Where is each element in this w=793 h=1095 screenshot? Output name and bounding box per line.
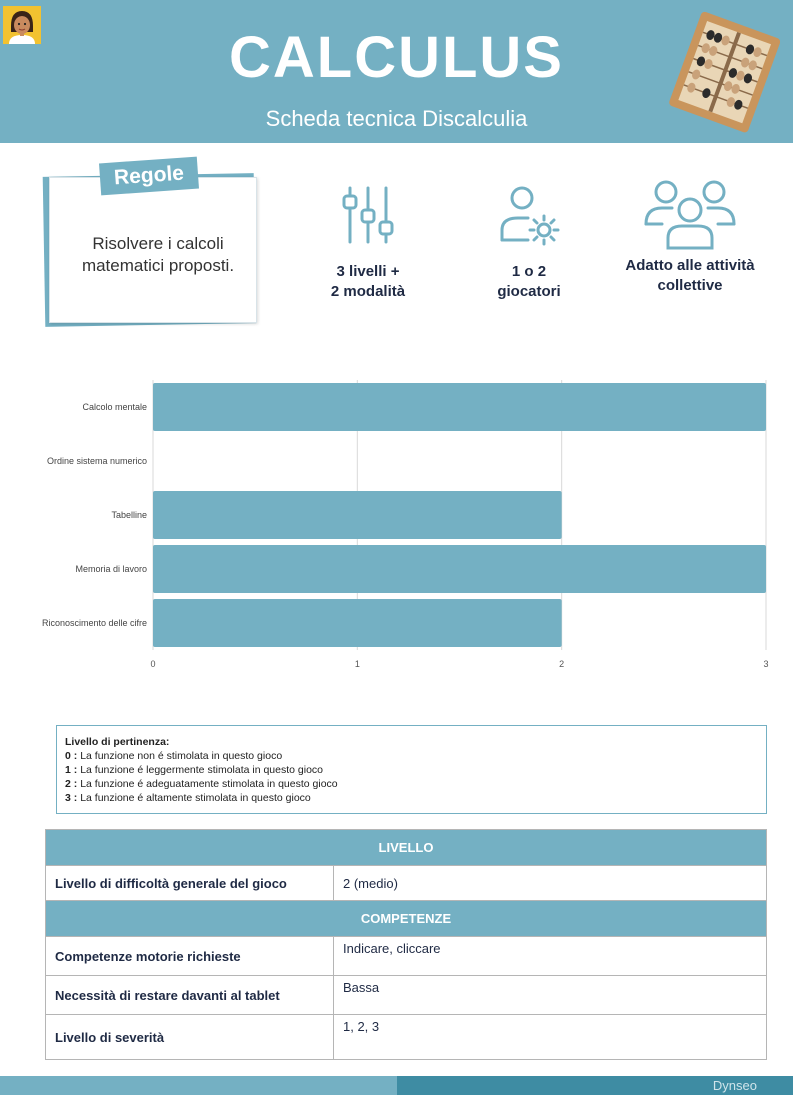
x-tick-label-3: 3: [763, 659, 769, 669]
feature-levels: [300, 184, 436, 302]
header-banner: [0, 0, 793, 143]
bar-3: [153, 545, 766, 593]
difficulty-label: Livello di difficoltà generale del gioco: [46, 866, 334, 901]
y-category-label-3: Memoria di lavoro: [75, 564, 147, 574]
group-icon: [642, 180, 738, 250]
legend-item-0: 0 : La funzione non é stimolata in questo gioco: [65, 750, 283, 762]
x-tick-label-1: 1: [354, 659, 360, 669]
feature-players: [466, 184, 592, 302]
feature-players-line2: giocatori: [497, 283, 561, 300]
feature-group-line1: Adatto alle attività: [625, 257, 755, 274]
legend-item-2: 2 : La funzione é adeguatamente stimolata in questo gioco: [65, 778, 338, 790]
severity-label: Livello di severità: [46, 1015, 334, 1060]
y-category-label-1: Ordine sistema numerico: [46, 456, 147, 466]
bar-2: [153, 491, 562, 539]
feature-group: [610, 180, 770, 296]
rules-card-body: [49, 177, 257, 323]
section-competenze: COMPETENZE: [46, 901, 767, 937]
legend-item-3: 3 : La funzione é altamente stimolata in questo gioco: [65, 792, 311, 804]
x-tick-label-0: 0: [150, 659, 156, 669]
feature-levels-line2: 2 modalità: [330, 283, 406, 300]
tablet-value: Bassa: [334, 976, 767, 1015]
legend-title: Livello di pertinenza:: [65, 736, 170, 748]
y-category-label-0: Calcolo mentale: [82, 402, 147, 412]
x-tick-label-2: 2: [559, 659, 565, 669]
legend-item-1: 1 : La funzione é leggermente stimolata in questo gioco: [65, 764, 324, 776]
motor-label: Competenze motorie richieste: [46, 937, 334, 976]
bar-4: [153, 599, 562, 647]
y-category-label-4: Riconoscimento delle cifre: [41, 618, 147, 628]
sliders-icon: [336, 184, 400, 248]
feature-players-line1: 1 o 2: [511, 263, 547, 280]
page-subtitle: Scheda tecnica Discalculia: [265, 106, 528, 131]
page-title: CALCULUS: [229, 25, 564, 90]
footer-bar-left: [0, 1076, 397, 1095]
motor-value: Indicare, cliccare: [334, 937, 767, 976]
rules-text: Risolvere i calcoli matematici proposti.: [81, 234, 235, 275]
y-category-label-2: Tabelline: [111, 510, 147, 520]
info-table: [45, 829, 767, 1060]
section-livello: LIVELLO: [46, 830, 767, 866]
feature-group-line2: collettive: [657, 277, 723, 294]
bar-0: [153, 383, 766, 431]
tablet-label: Necessità di restare davanti al tablet: [46, 976, 334, 1015]
abacus-icon: [668, 10, 780, 138]
rules-tag: Regole: [99, 157, 199, 196]
difficulty-value: 2 (medio): [334, 866, 767, 901]
skills-bar-chart: [0, 370, 793, 670]
brand-logo: Dynseo: [712, 1078, 757, 1093]
user-gear-icon: [496, 184, 562, 248]
rules-card: [44, 160, 260, 330]
severity-value: 1, 2, 3: [334, 1015, 767, 1060]
feature-levels-line1: 3 livelli +: [336, 263, 400, 280]
legend-box: [56, 725, 767, 814]
